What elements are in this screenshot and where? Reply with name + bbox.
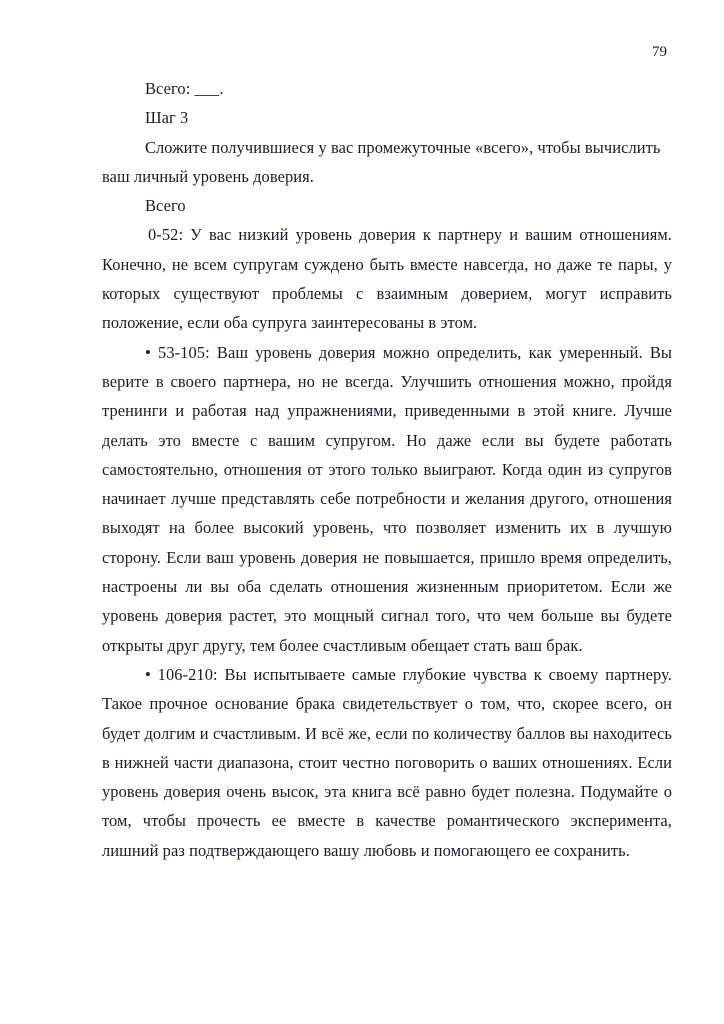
step-label: Шаг 3 [145, 108, 189, 128]
total-line: Всего: ___. [145, 79, 224, 98]
step-instruction: Сложите получившиеся у вас промежуточные «всего», чтобы вычислить ваш личный уровень доверия. [102, 137, 661, 186]
total-label: Всего [145, 196, 186, 216]
result-medium-paragraph: • 53-105: Ваш уровень доверия можно определить, как умеренный. Вы верите в своего партнера, но не всегда. Улучшить отношения можно, пройдя тренинги и работая над упражнениями, приведенными в этой книге. Лучше делать это вместе с вашим супругом. Но даже если вы будете работать самостоятельно, отношения от этого только выиграют. Когда один из супругов начинает лучше представлять себе потребности и желания другого, отношения выходят на более высокий уровень, что позволяет изменить их в лучшую сторону. Если ваш уровень доверия не повышается, пришло время определить, настроены ли вы оба сделать отношения жизненным приоритетом. Если же уровень доверия растет, это мощный сигнал того, что чем больше вы будете открыты друг другу, тем более счастливым обещает стать ваш брак. [102, 342, 672, 655]
page-number: 79 [652, 44, 667, 60]
text-body [102, 74, 672, 865]
result-low-paragraph: 0-52: У вас низкий уровень доверия к партнеру и вашим отношениям. Конечно, не всем супругам суждено быть вместе навсегда, но даже те пары, у которых существуют проблемы с взаимным доверием, могут исправить положение, если оба супруга заинтересованы в этом. [102, 225, 672, 333]
result-high-paragraph: • 106-210: Вы испытываете самые глубокие чувства к своему партнеру. Такое прочное основание брака свидетельствует о том, что, скорее всего, он будет долгим и счастливым. И всё же, если по количеству баллов вы находитесь в нижней части диапазона, стоит честно поговорить о ваших отношениях. Если уровень доверия очень высок, эта книга всё равно будет полезна. Подумайте о том, чтобы прочесть ее вместе в качестве романтического эксперимента, лишний раз подтверждающего вашу любовь и помогающего ее сохранить. [102, 664, 672, 860]
